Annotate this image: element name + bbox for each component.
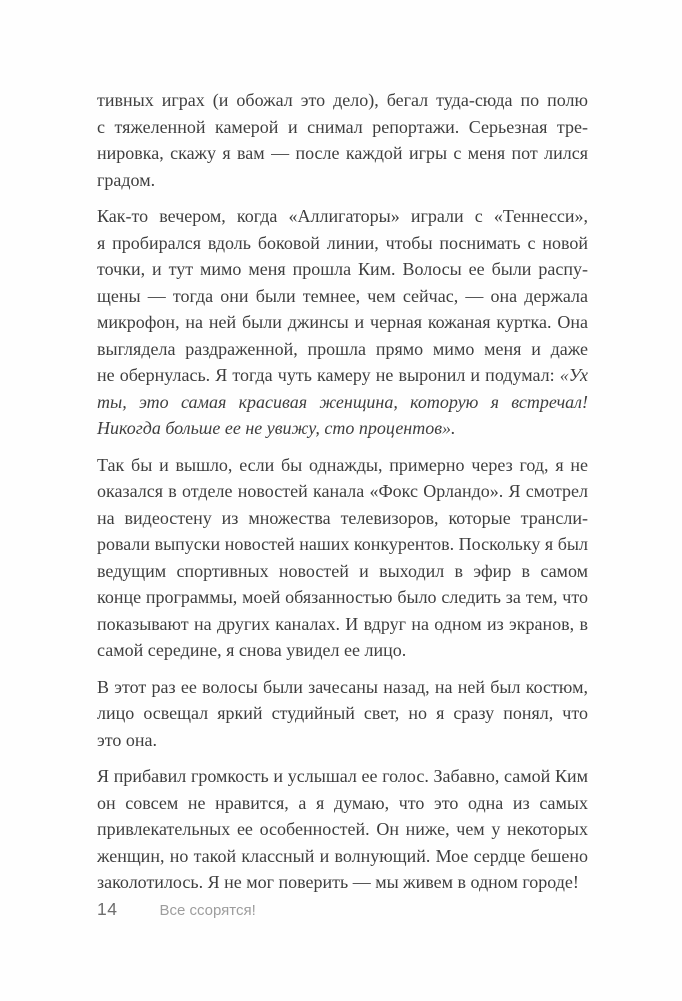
- paragraph-text: Как-то вечером, когда «Аллигаторы» играли с «Теннесси», я пробирался вдоль боковой линии, чтобы поснимать с новой точки, и тут мимо меня прошла Ким. Волосы ее были распущены — тогда они были темнее, чем сейчас, — она держала микрофон, на ней были джинсы и черная кожаная куртка. Она выглядела раздраженной, прошла прямо мимо меня и даже не обернулась. Я тогда чуть камеру не выронил и подумал:: [97, 206, 588, 385]
- italic-quote-text: «Ух ты, это самая красивая женщина, которую я встречал! Никогда больше ее не увижу, сто процентов».: [97, 365, 588, 438]
- paragraph-3: [97, 452, 588, 664]
- paragraph-text: тивных играх (и обожал это дело), бегал туда-сюда по полю с тяжеленной камерой и снимал репортажи. Серьезная тренировка, скажу я вам — после каждой игры с меня пот лился градом.: [97, 90, 588, 190]
- paragraph-5: [97, 763, 588, 896]
- paragraph-text: Так бы и вышло, если бы однажды, примерно через год, я не оказался в отделе новостей канала «Фокс Орландо». Я смотрел на видеостену из множества телевизоров, которые транслировали выпуски новостей наших конкурентов. Поскольку я был ведущим спортивных новостей и выходил в эфир в самом конце программы, моей обязанностью было следить за тем, что показывают на других каналах. И вдруг на одном из экранов, в самой середине, я снова увидел ее лицо.: [97, 454, 588, 660]
- paragraph-text: Я прибавил громкость и услышал ее голос. Забавно, самой Ким он совсем не нравится, а я думаю, что это одна из самых привлекательных ее особенностей. Он ниже, чем у некоторых женщин, но такой классный и волнующий. Мое сердце бешено заколотилось. Я не мог поверить — мы живем в одном городе!: [97, 766, 588, 892]
- page-number: 14: [97, 899, 118, 919]
- paragraph-1: [97, 87, 588, 193]
- body-text: [97, 87, 588, 906]
- running-title: Все ссорятся!: [159, 902, 256, 919]
- paragraph-4: [97, 674, 588, 754]
- page-footer: [97, 899, 256, 920]
- paragraph-text: В этот раз ее волосы были зачесаны назад, на ней был костюм, лицо освещал яркий студийный свет, но я сразу понял, что это она.: [97, 676, 588, 750]
- paragraph-2: [97, 203, 588, 442]
